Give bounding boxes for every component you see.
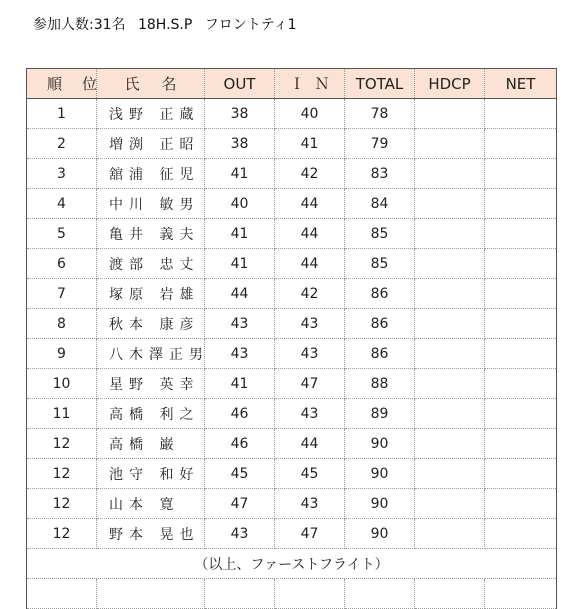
net-cell [485, 519, 557, 549]
total-score-cell: 86 [345, 279, 415, 309]
hdcp-cell [415, 399, 485, 429]
table-row [27, 399, 557, 429]
name-cell: 舘浦 征児 [97, 159, 205, 189]
table-row [27, 339, 557, 369]
out-score-cell: 46 [205, 399, 275, 429]
in-score-cell: 40 [275, 99, 345, 129]
name-cell: 星野 英幸 [97, 369, 205, 399]
rank-cell: 8 [27, 309, 97, 339]
rank-cell: 6 [27, 249, 97, 279]
participant-count: 参加人数:31名 [33, 17, 126, 33]
name-cell: 秋本 康彦 [97, 309, 205, 339]
table-row [27, 309, 557, 339]
out-score-cell: 41 [205, 219, 275, 249]
table-row [27, 249, 557, 279]
total-score-cell: 85 [345, 219, 415, 249]
rank-cell: 12 [27, 519, 97, 549]
net-cell [485, 129, 557, 159]
net-cell [485, 219, 557, 249]
hdcp-cell [415, 219, 485, 249]
out-score-cell: 38 [205, 129, 275, 159]
hdcp-cell [415, 309, 485, 339]
header-total: TOTAL [345, 69, 415, 99]
hdcp-cell [415, 279, 485, 309]
out-score-cell: 38 [205, 99, 275, 129]
out-score-cell: 43 [205, 309, 275, 339]
in-score-cell: 44 [275, 219, 345, 249]
hdcp-cell [415, 369, 485, 399]
net-cell [485, 459, 557, 489]
in-score-cell: 43 [275, 399, 345, 429]
table-row [27, 369, 557, 399]
table-row [27, 219, 557, 249]
hdcp-cell [415, 519, 485, 549]
rank-cell: 1 [27, 99, 97, 129]
out-score-cell: 45 [205, 459, 275, 489]
rank-cell: 3 [27, 159, 97, 189]
table-row [27, 459, 557, 489]
blank-cell [97, 579, 205, 609]
total-score-cell: 83 [345, 159, 415, 189]
name-cell: 中川 敏男 [97, 189, 205, 219]
total-score-cell: 90 [345, 459, 415, 489]
name-cell: 山本 寛 [97, 489, 205, 519]
total-score-cell: 86 [345, 309, 415, 339]
rank-cell: 12 [27, 429, 97, 459]
blank-cell [27, 579, 97, 609]
net-cell [485, 489, 557, 519]
name-cell: 八木澤正男 [97, 339, 205, 369]
rank-cell: 5 [27, 219, 97, 249]
header-out: OUT [205, 69, 275, 99]
in-score-cell: 42 [275, 279, 345, 309]
net-cell [485, 339, 557, 369]
in-score-cell: 43 [275, 309, 345, 339]
net-cell [485, 99, 557, 129]
rank-cell: 4 [27, 189, 97, 219]
results-body [27, 99, 557, 609]
rank-cell: 12 [27, 489, 97, 519]
hdcp-cell [415, 189, 485, 219]
name-cell: 渡部 忠丈 [97, 249, 205, 279]
header-net: NET [485, 69, 557, 99]
table-header-row [27, 69, 557, 99]
header-in: ＩＮ [275, 69, 345, 99]
hdcp-cell [415, 99, 485, 129]
blank-cell [415, 579, 485, 609]
rank-cell: 11 [27, 399, 97, 429]
header-hdcp: HDCP [415, 69, 485, 99]
out-score-cell: 47 [205, 489, 275, 519]
in-score-cell: 44 [275, 189, 345, 219]
table-row [27, 519, 557, 549]
out-score-cell: 43 [205, 519, 275, 549]
out-score-cell: 41 [205, 249, 275, 279]
out-score-cell: 41 [205, 159, 275, 189]
table-row [27, 129, 557, 159]
total-score-cell: 78 [345, 99, 415, 129]
event-info [33, 14, 305, 34]
hdcp-cell [415, 339, 485, 369]
net-cell [485, 159, 557, 189]
rank-cell: 9 [27, 339, 97, 369]
hole-format: 18H.S.P [137, 17, 193, 33]
tee-info: フロントティ1 [204, 17, 297, 33]
table-row [27, 159, 557, 189]
rank-cell: 7 [27, 279, 97, 309]
net-cell [485, 369, 557, 399]
total-score-cell: 90 [345, 519, 415, 549]
in-score-cell: 44 [275, 429, 345, 459]
in-score-cell: 44 [275, 249, 345, 279]
in-score-cell: 41 [275, 129, 345, 159]
header-name: 氏名 [97, 69, 205, 99]
name-cell: 高橋 利之 [97, 399, 205, 429]
blank-cell [345, 579, 415, 609]
name-cell: 浅野 正蔵 [97, 99, 205, 129]
hdcp-cell [415, 459, 485, 489]
net-cell [485, 249, 557, 279]
table-row [27, 489, 557, 519]
table-row [27, 99, 557, 129]
total-score-cell: 79 [345, 129, 415, 159]
in-score-cell: 47 [275, 519, 345, 549]
table-note-row [27, 549, 557, 579]
blank-cell [275, 579, 345, 609]
header-rank: 順位 [27, 69, 97, 99]
name-cell: 高橋 巌 [97, 429, 205, 459]
results-table [26, 68, 557, 609]
out-score-cell: 40 [205, 189, 275, 219]
out-score-cell: 41 [205, 369, 275, 399]
hdcp-cell [415, 129, 485, 159]
in-score-cell: 43 [275, 489, 345, 519]
total-score-cell: 85 [345, 249, 415, 279]
blank-cell [485, 579, 557, 609]
name-cell: 増渕 正昭 [97, 129, 205, 159]
flight-note: （以上、ファーストフライト） [27, 549, 557, 579]
total-score-cell: 90 [345, 429, 415, 459]
table-row [27, 279, 557, 309]
net-cell [485, 429, 557, 459]
out-score-cell: 43 [205, 339, 275, 369]
hdcp-cell [415, 159, 485, 189]
net-cell [485, 309, 557, 339]
name-cell: 野本 晃也 [97, 519, 205, 549]
hdcp-cell [415, 489, 485, 519]
rank-cell: 10 [27, 369, 97, 399]
table-row [27, 189, 557, 219]
total-score-cell: 89 [345, 399, 415, 429]
name-cell: 塚原 岩雄 [97, 279, 205, 309]
in-score-cell: 47 [275, 369, 345, 399]
hdcp-cell [415, 429, 485, 459]
out-score-cell: 46 [205, 429, 275, 459]
rank-cell: 12 [27, 459, 97, 489]
total-score-cell: 90 [345, 489, 415, 519]
in-score-cell: 43 [275, 339, 345, 369]
net-cell [485, 189, 557, 219]
net-cell [485, 399, 557, 429]
in-score-cell: 45 [275, 459, 345, 489]
total-score-cell: 84 [345, 189, 415, 219]
in-score-cell: 42 [275, 159, 345, 189]
rank-cell: 2 [27, 129, 97, 159]
table-row [27, 429, 557, 459]
blank-row [27, 579, 557, 609]
total-score-cell: 86 [345, 339, 415, 369]
cropped-title-strip [0, 0, 587, 8]
total-score-cell: 88 [345, 369, 415, 399]
blank-cell [205, 579, 275, 609]
hdcp-cell [415, 249, 485, 279]
name-cell: 池守 和好 [97, 459, 205, 489]
out-score-cell: 44 [205, 279, 275, 309]
net-cell [485, 279, 557, 309]
name-cell: 亀井 義夫 [97, 219, 205, 249]
